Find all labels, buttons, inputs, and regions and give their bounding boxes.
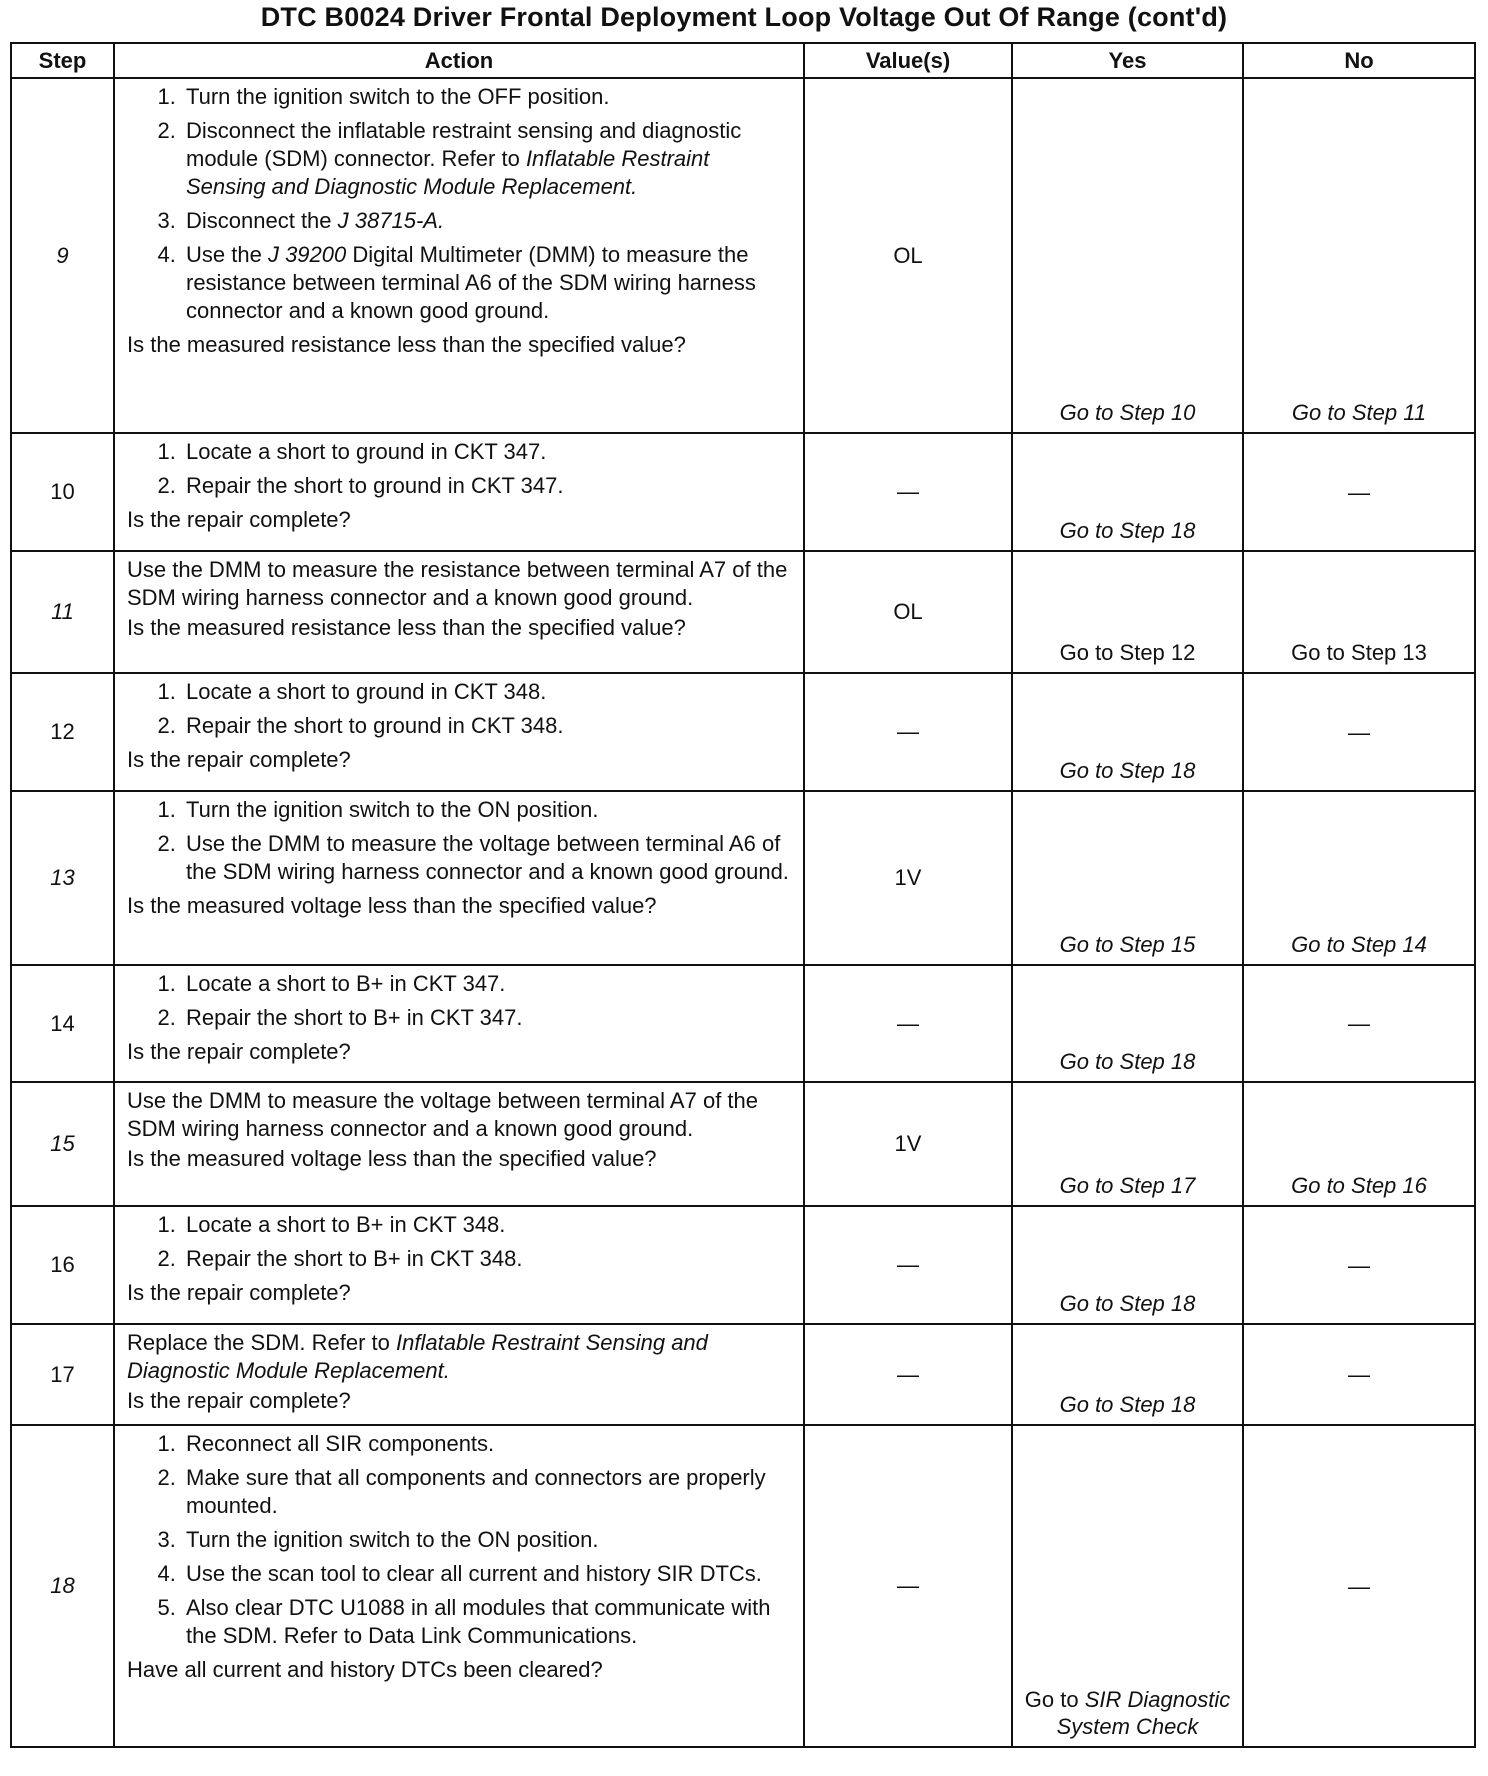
header-values: Value(s)	[804, 43, 1012, 78]
action-step: 4. Use the scan tool to clear all current and history SIR DTCs.	[182, 1560, 793, 1588]
step-number: 18	[11, 1425, 114, 1747]
action-cell	[114, 78, 804, 433]
step-number: 14	[11, 965, 114, 1082]
action-step: 2. Repair the short to B+ in CKT 348.	[182, 1245, 793, 1273]
step-number: 9	[11, 78, 114, 433]
yes-cell: Go to Step 12	[1012, 551, 1243, 673]
action-cell	[114, 673, 804, 791]
table-row	[11, 551, 1475, 673]
table-row	[11, 433, 1475, 551]
step-number: 16	[11, 1206, 114, 1324]
action-cell	[114, 1206, 804, 1324]
action-cell	[114, 1425, 804, 1747]
value-cell: —	[804, 673, 1012, 791]
action-question: Is the repair complete?	[127, 1039, 351, 1064]
table-row	[11, 673, 1475, 791]
action-step: 3. Disconnect the J 38715-A.	[182, 207, 793, 235]
action-step: 1. Locate a short to B+ in CKT 348.	[182, 1211, 793, 1239]
table-row	[11, 1206, 1475, 1324]
action-step: 2. Repair the short to B+ in CKT 347.	[182, 1004, 793, 1032]
header-action: Action	[114, 43, 804, 78]
table-row	[11, 1082, 1475, 1206]
yes-cell: Go to Step 10	[1012, 78, 1243, 433]
value-cell: —	[804, 1206, 1012, 1324]
action-cell	[114, 433, 804, 551]
no-cell: —	[1243, 433, 1475, 551]
yes-cell: Go to Step 18	[1012, 1324, 1243, 1425]
action-cell	[114, 1324, 804, 1425]
no-cell: Go to Step 11	[1243, 78, 1475, 433]
action-step: 1. Locate a short to B+ in CKT 347.	[182, 970, 793, 998]
step-number: 12	[11, 673, 114, 791]
yes-cell: Go to SIR Diagnostic System Check	[1012, 1425, 1243, 1747]
action-question: Is the measured resistance less than the specified value?	[127, 615, 686, 640]
value-cell: —	[804, 965, 1012, 1082]
yes-cell: Go to Step 15	[1012, 791, 1243, 965]
action-step: 1. Turn the ignition switch to the OFF position.	[182, 83, 793, 111]
action-text: Use the DMM to measure the resistance between terminal A7 of the SDM wiring harness connector and a known good ground.	[127, 557, 788, 610]
action-step: 2. Repair the short to ground in CKT 348.	[182, 712, 793, 740]
action-step: 1. Locate a short to ground in CKT 348.	[182, 678, 793, 706]
header-step: Step	[11, 43, 114, 78]
no-cell: —	[1243, 673, 1475, 791]
value-cell: OL	[804, 551, 1012, 673]
no-cell: Go to Step 13	[1243, 551, 1475, 673]
action-step: 3. Turn the ignition switch to the ON position.	[182, 1526, 793, 1554]
no-cell: —	[1243, 1324, 1475, 1425]
table-header-row	[11, 43, 1475, 78]
action-question: Is the measured voltage less than the specified value?	[127, 893, 657, 918]
table-row	[11, 1324, 1475, 1425]
action-question: Is the measured resistance less than the specified value?	[127, 332, 686, 357]
no-cell: Go to Step 16	[1243, 1082, 1475, 1206]
tool-reference: J 39200	[267, 242, 347, 267]
tool-reference: J 38715-A.	[337, 208, 445, 233]
action-steps	[127, 678, 793, 740]
action-steps	[127, 1211, 793, 1273]
no-cell: —	[1243, 1425, 1475, 1747]
no-cell: Go to Step 14	[1243, 791, 1475, 965]
value-cell: —	[804, 433, 1012, 551]
action-step: 1. Locate a short to ground in CKT 347.	[182, 438, 793, 466]
action-steps	[127, 796, 793, 886]
value-cell: —	[804, 1324, 1012, 1425]
table-row	[11, 1425, 1475, 1747]
step-number: 17	[11, 1324, 114, 1425]
reference-link: SIR Diagnostic System Check	[1056, 1687, 1231, 1739]
action-steps	[127, 438, 793, 500]
step-number: 10	[11, 433, 114, 551]
reference-link: Inflatable Restraint Sensing and Diagnostic Module Replacement.	[127, 1330, 708, 1383]
value-cell: —	[804, 1425, 1012, 1747]
action-question: Is the repair complete?	[127, 1280, 351, 1305]
yes-cell: Go to Step 18	[1012, 1206, 1243, 1324]
table-row	[11, 791, 1475, 965]
no-cell: —	[1243, 1206, 1475, 1324]
yes-cell: Go to Step 18	[1012, 433, 1243, 551]
action-step: 2. Make sure that all components and connectors are properly mounted.	[182, 1464, 793, 1520]
value-cell: 1V	[804, 1082, 1012, 1206]
action-steps	[127, 1430, 793, 1650]
action-step: 5. Also clear DTC U1088 in all modules that communicate with the SDM. Refer to Data Link Communications.	[182, 1594, 793, 1650]
action-cell	[114, 551, 804, 673]
header-no: No	[1243, 43, 1475, 78]
value-cell: 1V	[804, 791, 1012, 965]
reference-link: Inflatable Restraint Sensing and Diagnostic Module Replacement.	[186, 146, 710, 199]
action-step: 4. Use the J 39200 Digital Multimeter (DMM) to measure the resistance between terminal A6 of the SDM wiring harness connector and a known good ground.	[182, 241, 793, 325]
action-text: Replace the SDM. Refer to Inflatable Restraint Sensing and Diagnostic Module Replacement.	[127, 1330, 708, 1383]
header-yes: Yes	[1012, 43, 1243, 78]
action-step: 2. Use the DMM to measure the voltage between terminal A6 of the SDM wiring harness connector and a known good ground.	[182, 830, 793, 886]
yes-cell: Go to Step 18	[1012, 673, 1243, 791]
action-cell	[114, 791, 804, 965]
action-steps	[127, 970, 793, 1032]
yes-cell: Go to Step 17	[1012, 1082, 1243, 1206]
table-row	[11, 965, 1475, 1082]
step-number: 11	[11, 551, 114, 673]
action-question: Is the repair complete?	[127, 747, 351, 772]
step-number: 15	[11, 1082, 114, 1206]
action-step: 2. Disconnect the inflatable restraint sensing and diagnostic module (SDM) connector. Refer to Inflatable Restraint Sensing and Diagnostic Module Replacement.	[182, 117, 793, 201]
action-question: Is the measured voltage less than the specified value?	[127, 1146, 657, 1171]
value-cell: OL	[804, 78, 1012, 433]
table-row	[11, 78, 1475, 433]
action-step: 1. Turn the ignition switch to the ON position.	[182, 796, 793, 824]
action-step: 1. Reconnect all SIR components.	[182, 1430, 793, 1458]
diagnostic-table	[10, 42, 1476, 1748]
action-question: Is the repair complete?	[127, 1388, 351, 1413]
action-question: Have all current and history DTCs been cleared?	[127, 1657, 603, 1682]
action-question: Is the repair complete?	[127, 507, 351, 532]
action-text: Use the DMM to measure the voltage between terminal A7 of the SDM wiring harness connector and a known good ground.	[127, 1088, 758, 1141]
action-steps	[127, 83, 793, 325]
step-number: 13	[11, 791, 114, 965]
yes-cell: Go to Step 18	[1012, 965, 1243, 1082]
action-cell	[114, 965, 804, 1082]
page-title: DTC B0024 Driver Frontal Deployment Loop Voltage Out Of Range (cont'd)	[260, 2, 1228, 32]
action-cell	[114, 1082, 804, 1206]
no-cell: —	[1243, 965, 1475, 1082]
action-step: 2. Repair the short to ground in CKT 347.	[182, 472, 793, 500]
